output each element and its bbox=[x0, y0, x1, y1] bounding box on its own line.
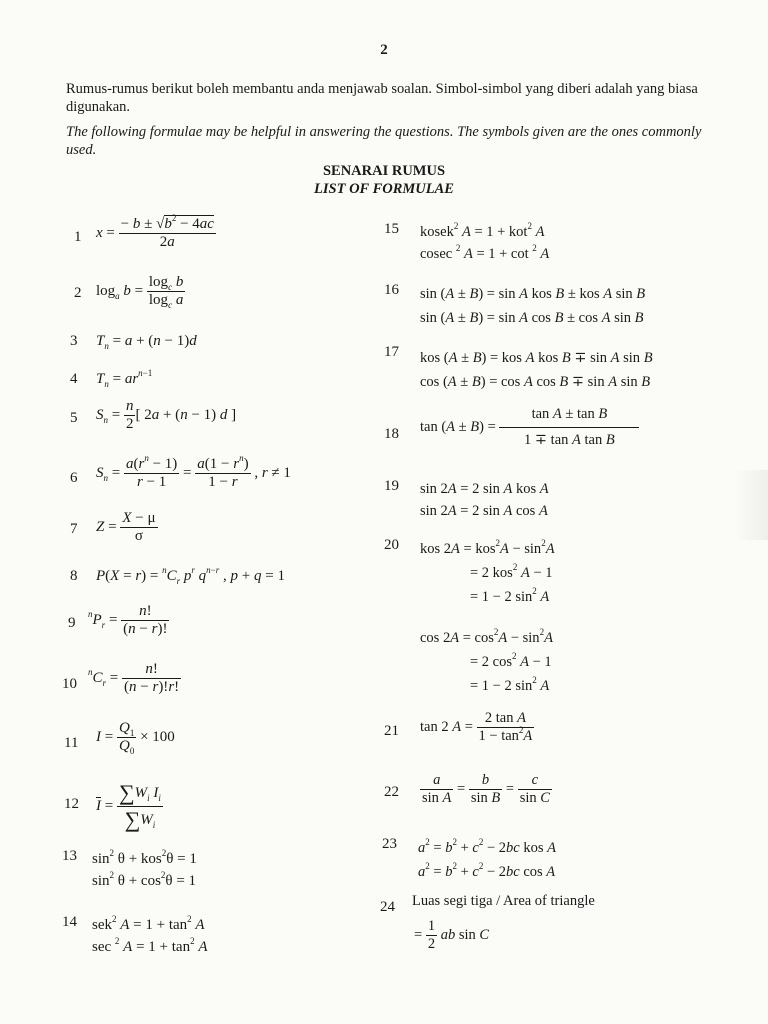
formula-number: 24 bbox=[380, 899, 395, 915]
formula-number: 17 bbox=[384, 344, 399, 360]
formula-number: 18 bbox=[384, 426, 399, 442]
formula-number: 19 bbox=[384, 478, 399, 494]
formula-9: $^nP_r$ = $\frac{n!}{(n - r)!}$ bbox=[88, 603, 168, 637]
formula-number: 22 bbox=[384, 784, 399, 800]
formula-23: $a^2 = b^2 + c^2 - 2bc$ kos A $a^2 = b^2 + c^2 - 2bc$ cos A bbox=[418, 837, 556, 880]
formula-17: kos (A ± B) = kos A kos B ∓ sin A sin B cos (A ± B) = cos A cos B ∓ sin A sin B bbox=[420, 350, 653, 390]
formula-number: 13 bbox=[62, 848, 77, 864]
formula-number: 6 bbox=[70, 470, 78, 486]
formula-24: = $\frac{1}{2}$ ab sin C bbox=[414, 918, 490, 952]
formula-number: 10 bbox=[62, 676, 77, 692]
formula-21: tan 2 A = $\frac{\text{2 tan A}}{1 - \tan^2A}$ bbox=[420, 710, 533, 744]
formula-number: 16 bbox=[384, 282, 399, 298]
formula-number: 3 bbox=[70, 333, 78, 349]
formula-number: 4 bbox=[70, 371, 78, 387]
formula-3: $T_n = a + (n - 1)d$ bbox=[96, 333, 197, 351]
formula-11: I = $\frac{Q_1}{Q_0}$ × 100 bbox=[96, 720, 175, 756]
formula-2: $\log_a b$ = $\frac{\log_c b}{\log_c a}$ bbox=[96, 274, 184, 310]
formula-number: 12 bbox=[64, 796, 79, 812]
formula-number: 21 bbox=[384, 723, 399, 739]
formula-number: 15 bbox=[384, 221, 399, 237]
formula-4: $T_n = ar^{n-1}$ bbox=[96, 368, 153, 389]
formula-number: 2 bbox=[74, 285, 82, 301]
formula-number: 14 bbox=[62, 914, 77, 930]
formula-6: $S_n$ = $\frac{a(r^n - 1)}{r - 1}$ = $\frac{a(1 - r^n)}{1 - r}$ , r ≠ 1 bbox=[96, 453, 291, 490]
formula-12: $\overline{I}$ = $\frac{\sum W_i I_i}{\sum W_i}$ bbox=[96, 780, 161, 832]
area-of-triangle-label: Luas segi tiga / Area of triangle bbox=[412, 893, 595, 909]
formula-10: $^nC_r$ = $\frac{n!}{(n - r)!r!}$ bbox=[88, 661, 180, 695]
formula-22: $\frac{a}{\text{sin A}}$ = $\frac{b}{\text{sin B}}$ = $\frac{c}{\text{sin C}}$ bbox=[422, 772, 550, 806]
formula-8: $P(X = r) = ^nC_r$ $p^r$ $q^{n-r}$ , p + q = 1 bbox=[96, 565, 285, 586]
formula-number: 20 bbox=[384, 537, 399, 553]
formula-20-cos: $\cos 2A = \cos^2A - \sin^2A$ = 2 $\cos^2 A - 1$ = 1 − 2 $\sin^2 A$ bbox=[420, 627, 553, 694]
formula-number: 11 bbox=[64, 735, 79, 751]
intro-malay: Rumus-rumus berikut boleh membantu anda menjawab soalan. Simbol-simbol yang diberi adalah yang biasa digunakan. bbox=[66, 81, 698, 115]
formula-number: 1 bbox=[74, 229, 82, 245]
formula-number: 7 bbox=[70, 521, 78, 537]
scan-shadow bbox=[734, 470, 768, 540]
heading-malay: SENARAI RUMUS bbox=[322, 163, 446, 179]
page-number: 2 bbox=[380, 42, 388, 58]
formula-number: 5 bbox=[70, 410, 78, 426]
intro-english: The following formulae may be helpful in answering the questions. The symbols given are the ones commonly used. bbox=[66, 124, 702, 158]
formula-16: sin (A ± B) = sin A kos B ± kos A sin B sin (A ± B) = sin A cos B ± cos A sin B bbox=[420, 286, 646, 326]
formula-5: $S_n$ = $\frac{n}{2}$ [ 2a + (n − 1) d ] bbox=[96, 398, 237, 432]
formula-19: sin 2A = 2 sin A kos A sin 2A = 2 sin A cos A bbox=[420, 481, 549, 519]
formula-13: $\sin^2 \theta + kos^2\theta = 1$ $\sin^2 \theta + \cos^2\theta = 1$ bbox=[92, 848, 197, 889]
heading-english: LIST OF FORMULAE bbox=[314, 181, 454, 197]
formula-number: 9 bbox=[68, 615, 76, 631]
formula-1: x = $\frac{- b \pm √b^2 - 4ac}{2a}$ bbox=[96, 213, 214, 250]
formula-15: kosek$^2$ A = 1 + kot$^2$ A cosec $^2$ A = 1 + cot $^2$ A bbox=[420, 221, 550, 262]
formula-number: 23 bbox=[382, 836, 397, 852]
formula-7: Z = $\frac{X - \mu}{\sigma}$ bbox=[96, 510, 156, 544]
formula-number: 8 bbox=[70, 568, 78, 584]
formula-18: tan (A ± B) = $\frac{\text{tan A ± tan B}}{\text{1 ∓ tan A tan B}}$ bbox=[420, 406, 639, 449]
formula-14: sek$^2$ $A = 1 + \tan^2 A$ sec $^2$ $A = 1 + \tan^2 A$ bbox=[92, 914, 208, 955]
formula-20-kos: kos $2A = kos^2A - \sin^2A$ = 2 kos$^2$ A − 1 = 1 − 2 $\sin^2 A$ bbox=[420, 538, 555, 605]
